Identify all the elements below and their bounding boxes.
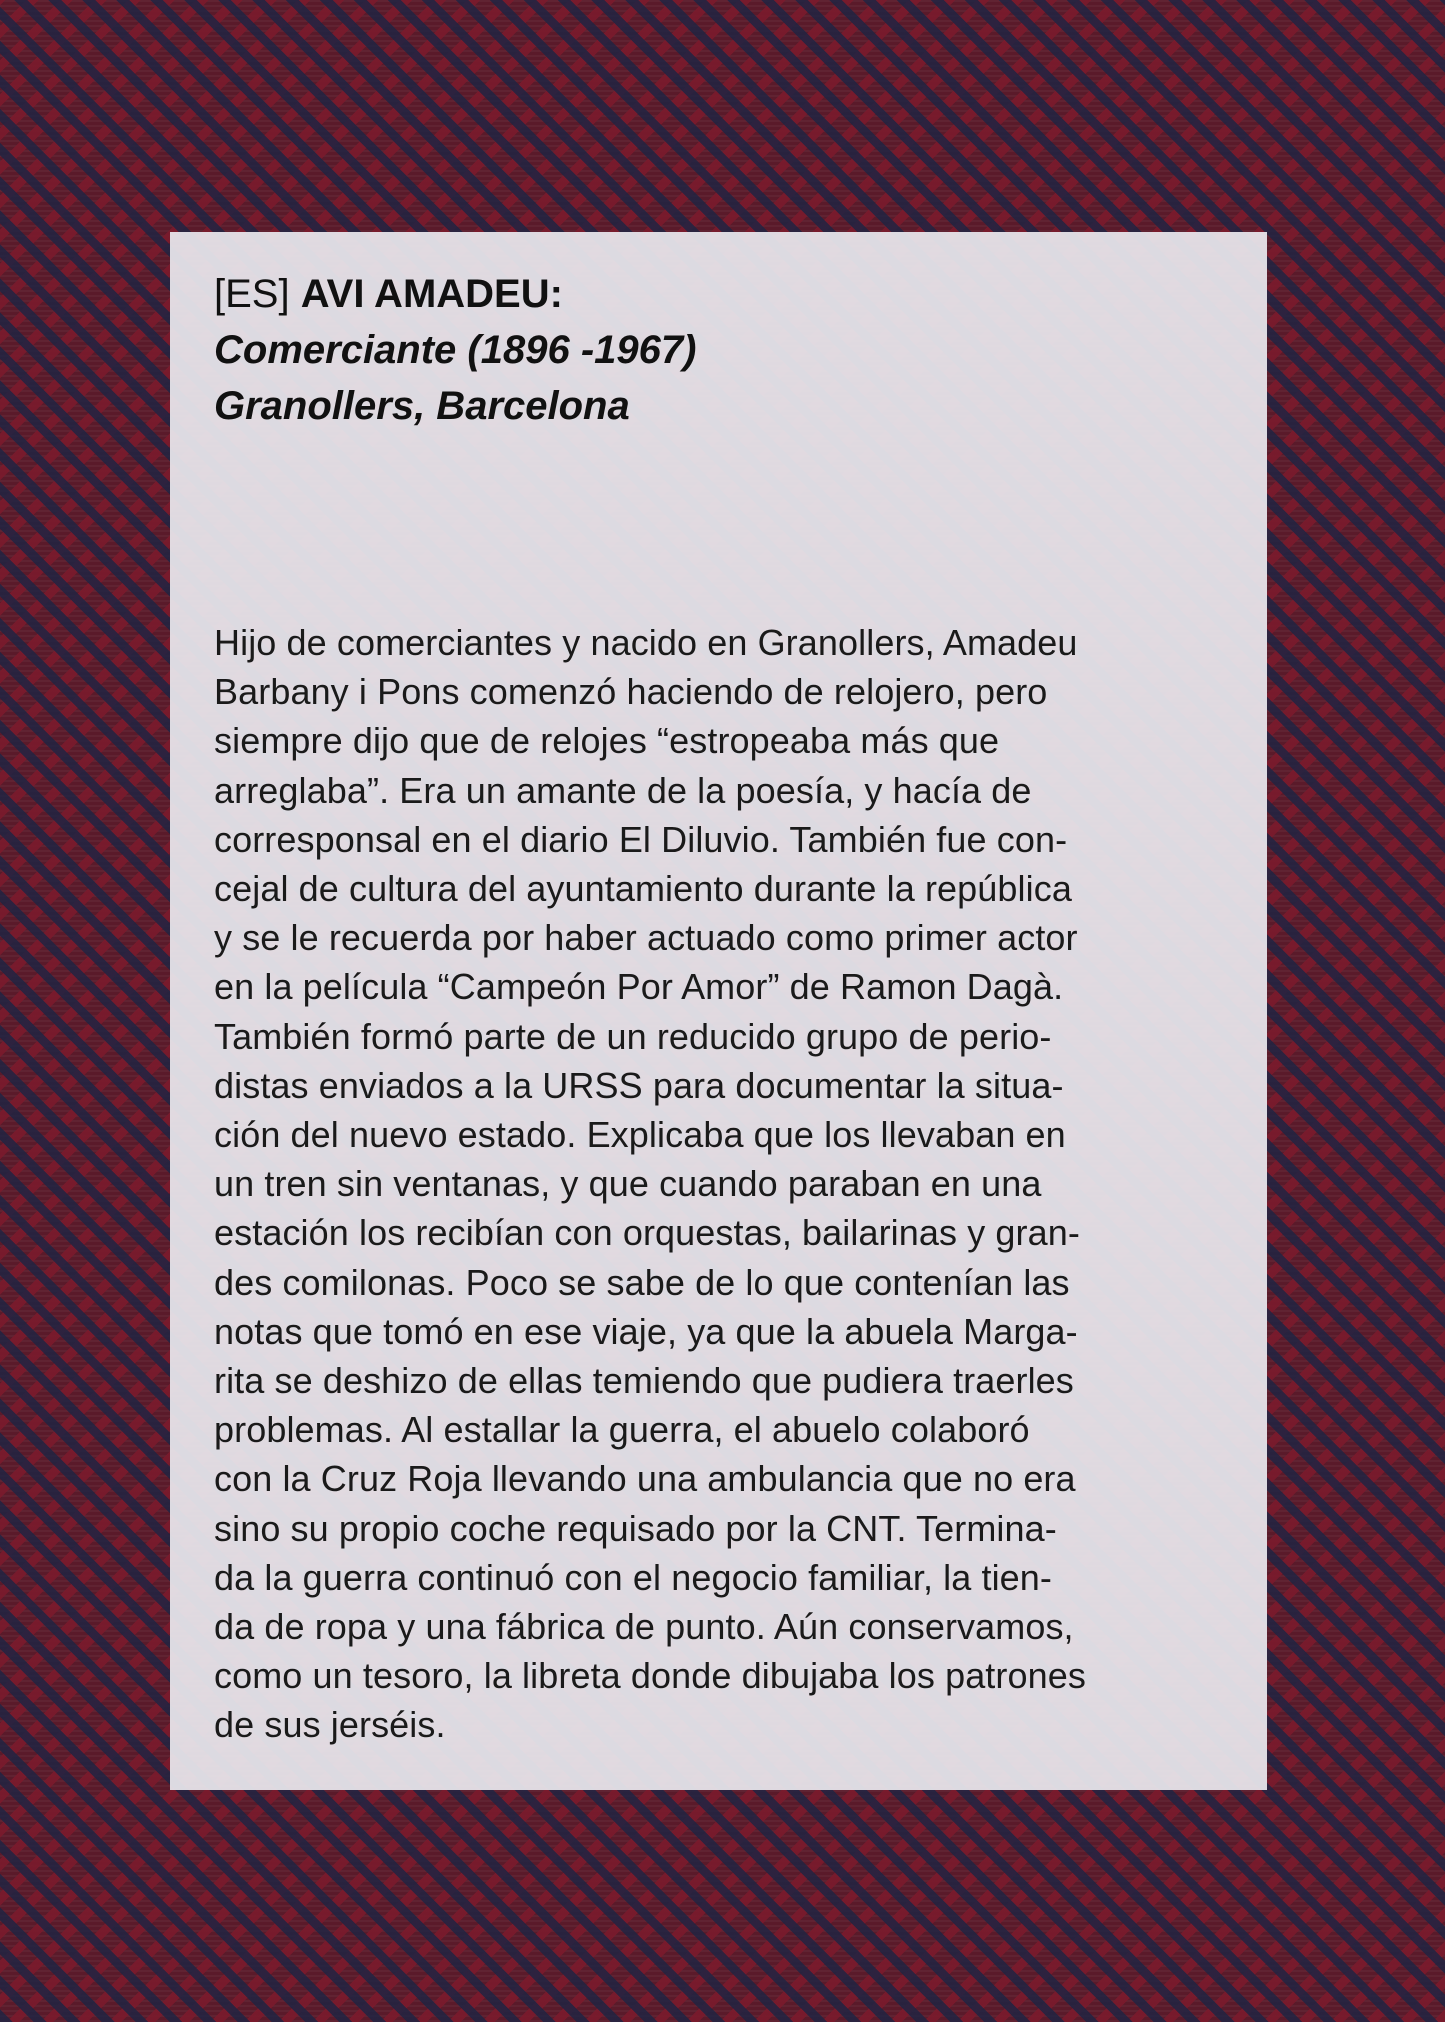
biography-line: da la guerra continuó con el negocio familiar, la tien- — [214, 1556, 1052, 1598]
biography-line: y se le recuerda por haber actuado como primer actor — [214, 917, 1078, 959]
biography-line: problemas. Al estallar la guerra, el abuelo colaboró — [214, 1409, 1030, 1451]
biography-line: siempre dijo que de relojes “estropeaba más que — [214, 720, 1000, 762]
biography-line: sino su propio coche requisado por la CNT. Termina- — [214, 1507, 1057, 1549]
biography-line: Hijo de comerciantes y nacido en Granollers, Amadeu — [214, 622, 1078, 663]
biography-line: rita se deshizo de ellas temiendo que pudiera traerles — [214, 1360, 1074, 1402]
text-card — [170, 232, 1267, 1790]
biography-line: arreglaba”. Era un amante de la poesía, y hacía de — [214, 769, 1032, 811]
biography-line: También formó parte de un reducido grupo de perio- — [214, 1015, 1052, 1057]
biography-line: da de ropa y una fábrica de punto. Aún conservamos, — [214, 1606, 1074, 1648]
biography-text — [214, 618, 1234, 1750]
biography-line: como un tesoro, la libreta donde dibujaba los patrones — [214, 1655, 1086, 1697]
biography-line: en la película “Campeón Por Amor” de Ramon Dagà. — [214, 966, 1064, 1008]
profession-dates: Comerciante (1896 -1967) — [214, 328, 697, 372]
place: Granollers, Barcelona — [214, 384, 630, 428]
biography-line: Barbany i Pons comenzó haciendo de relojero, pero — [214, 671, 1048, 713]
biography-line: distas enviados a la URSS para documentar la situa- — [214, 1064, 1064, 1106]
header-block — [214, 266, 1223, 434]
biography-line: de sus jerséis. — [214, 1704, 446, 1746]
biography-line: ción del nuevo estado. Explicaba que los llevaban en — [214, 1114, 1066, 1156]
language-tag: [ES] — [214, 272, 290, 316]
biography-line: corresponsal en el diario El Diluvio. También fue con- — [214, 818, 1068, 860]
biography-line: cejal de cultura del ayuntamiento durante la república — [214, 868, 1072, 910]
biography-line: notas que tomó en ese viaje, ya que la abuela Marga- — [214, 1310, 1078, 1352]
biography-line: estación los recibían con orquestas, bailarinas y gran- — [214, 1212, 1080, 1254]
person-name: AVI AMADEU: — [300, 272, 563, 316]
biography-line: un tren sin ventanas, y que cuando paraban en una — [214, 1163, 1042, 1205]
biography-line: des comilonas. Poco se sabe de lo que contenían las — [214, 1261, 1070, 1303]
biography-line: con la Cruz Roja llevando una ambulancia que no era — [214, 1458, 1076, 1500]
